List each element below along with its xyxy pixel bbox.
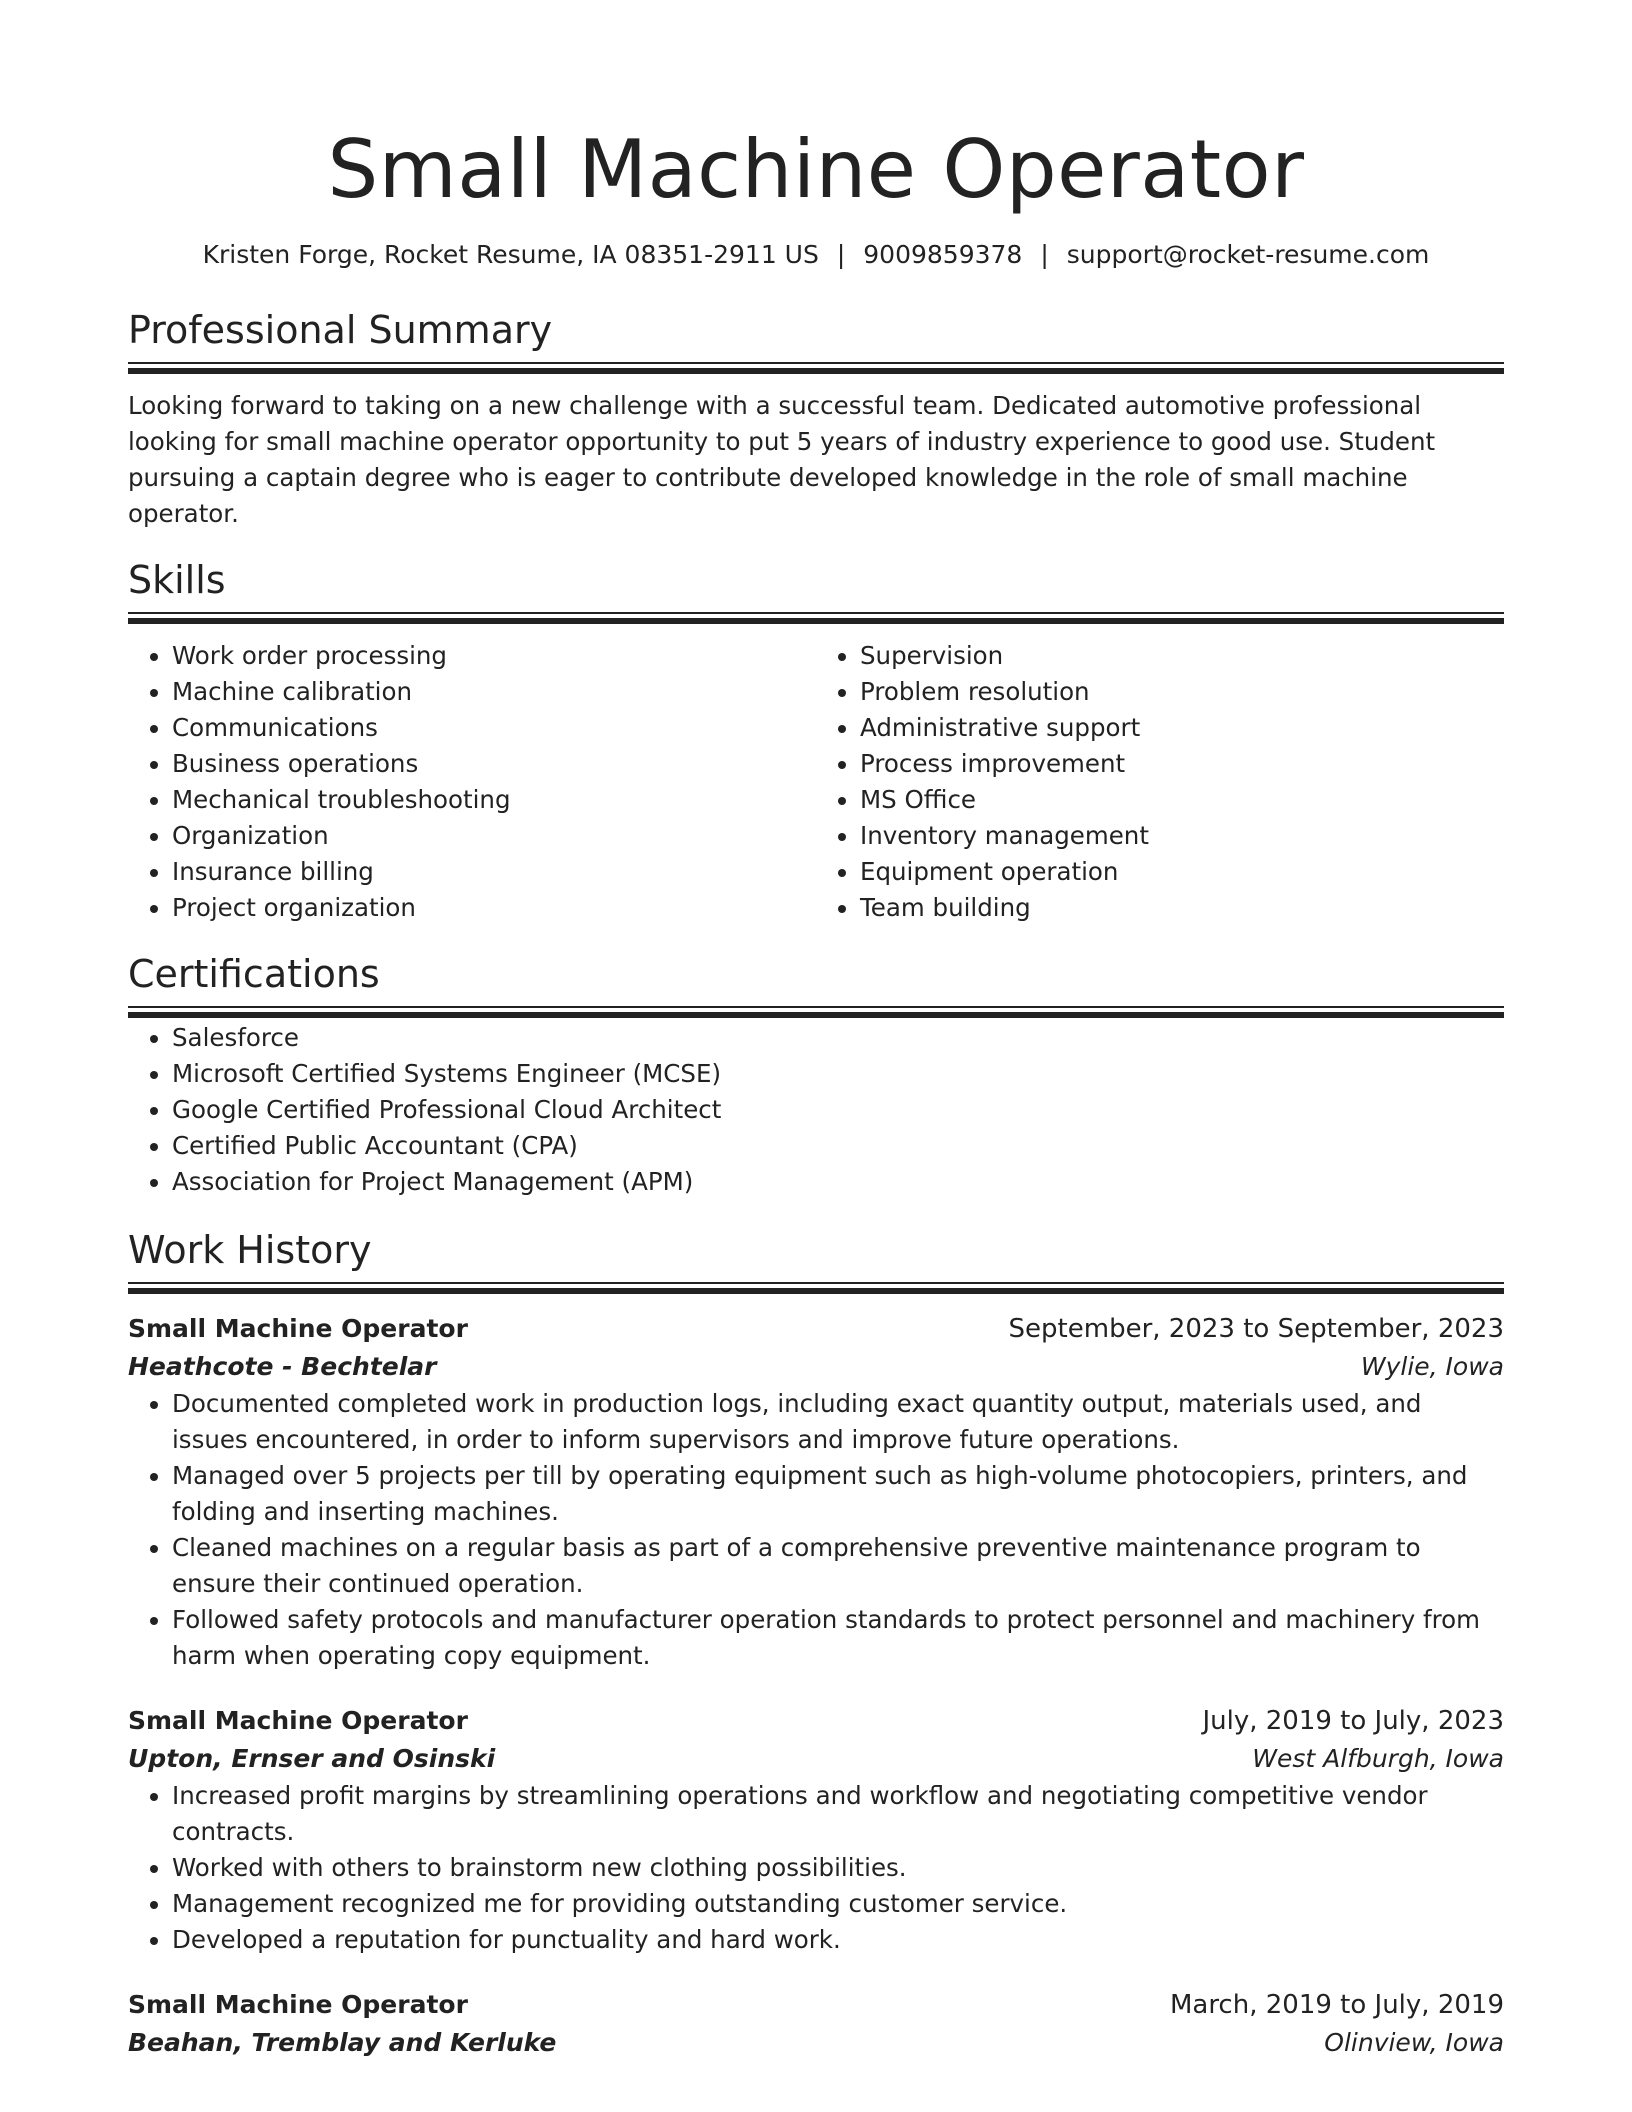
- job-company: Upton, Ernser and Osinski: [128, 1744, 496, 1773]
- job-title: Small Machine Operator: [128, 1314, 468, 1343]
- job-company: Beahan, Tremblay and Kerluke: [128, 2028, 557, 2057]
- summary-text: Looking forward to taking on a new challenge with a successful team. Dedicated automotive professional looking for small machine operator opportunity to put 5 years of industry experience to good use. Student pursuing a captain degree who is eager to contribute developed knowledge in the role of small machine operator.: [128, 391, 1436, 528]
- skill-item: • Communications: [172, 710, 816, 746]
- section-divider: [128, 1282, 1504, 1296]
- skill-item: • Organization: [172, 818, 816, 854]
- summary-section: [128, 306, 1504, 532]
- work-history-section: [128, 1226, 1504, 2062]
- skill-item: • Inventory management: [860, 818, 1504, 854]
- skill-item: • Insurance billing: [172, 854, 816, 890]
- skill-item: • Administrative support: [860, 710, 1504, 746]
- job-dates: March, 2019 to July, 2019: [1169, 1990, 1504, 2020]
- certifications-title: Certifications: [128, 952, 380, 996]
- certification-item: • Salesforce: [172, 1020, 1504, 1056]
- certifications-list: [128, 1020, 1504, 1200]
- job-header-row: [128, 1310, 1504, 1348]
- job-entry: [128, 1986, 1504, 2062]
- contact-separator: |: [836, 240, 846, 269]
- job-dates: September, 2023 to September, 2023: [1008, 1314, 1504, 1344]
- job-title: Small Machine Operator: [128, 1706, 468, 1735]
- section-divider: [128, 612, 1504, 626]
- job-bullet: • Developed a reputation for punctuality and hard work.: [172, 1922, 1504, 1958]
- skills-column-left: [128, 638, 816, 926]
- job-title: Small Machine Operator: [128, 1990, 468, 2019]
- skill-item: • Mechanical troubleshooting: [172, 782, 816, 818]
- resume-name-heading: Small Machine Operator: [327, 123, 1305, 216]
- skill-item: • Machine calibration: [172, 674, 816, 710]
- job-dates: July, 2019 to July, 2023: [1202, 1706, 1504, 1736]
- job-entry: [128, 1702, 1504, 1958]
- job-subheader-row: [128, 2024, 1504, 2062]
- skills-column-right: [816, 638, 1504, 926]
- job-location: West Alfburgh, Iowa: [1252, 1744, 1504, 1773]
- skill-item: • Process improvement: [860, 746, 1504, 782]
- job-subheader-row: [128, 1348, 1504, 1386]
- job-bullet: • Documented completed work in production logs, including exact quantity output, materials used, and issues encountered, in order to inform supervisors and improve future operations.: [172, 1386, 1504, 1458]
- job-bullet: • Followed safety protocols and manufacturer operation standards to protect personnel and machinery from harm when operating copy equipment.: [172, 1602, 1504, 1674]
- skill-item: • Equipment operation: [860, 854, 1504, 890]
- job-subheader-row: [128, 1740, 1504, 1778]
- job-bullet: • Increased profit margins by streamlining operations and workflow and negotiating competitive vendor contracts.: [172, 1778, 1504, 1850]
- skill-item: • Project organization: [172, 890, 816, 926]
- certification-item: • Certified Public Accountant (CPA): [172, 1128, 1504, 1164]
- skills-section: [128, 556, 1504, 926]
- skill-item: • Team building: [860, 890, 1504, 926]
- contact-address: Kristen Forge, Rocket Resume, IA 08351-2911 US: [202, 240, 819, 269]
- certifications-section: [128, 950, 1504, 1200]
- resume-page: [128, 120, 1504, 2062]
- job-bullet: • Managed over 5 projects per till by operating equipment such as high-volume photocopiers, printers, and folding and inserting machines.: [172, 1458, 1504, 1530]
- job-bullet: • Cleaned machines on a regular basis as part of a comprehensive preventive maintenance program to ensure their continued operation.: [172, 1530, 1504, 1602]
- section-divider: [128, 1006, 1504, 1020]
- work-history-title: Work History: [128, 1228, 372, 1272]
- contact-line: [128, 238, 1504, 272]
- section-divider: [128, 362, 1504, 376]
- skill-item: • Supervision: [860, 638, 1504, 674]
- skill-item: • Work order processing: [172, 638, 816, 674]
- skill-item: • MS Office: [860, 782, 1504, 818]
- job-bullets: [128, 1386, 1504, 1674]
- skill-item: • Business operations: [172, 746, 816, 782]
- contact-email: support@rocket-resume.com: [1066, 240, 1430, 269]
- job-company: Heathcote - Bechtelar: [128, 1352, 437, 1381]
- job-header-row: [128, 1986, 1504, 2024]
- skills-list-right: [816, 638, 1504, 926]
- contact-separator: |: [1040, 240, 1049, 269]
- contact-phone: 9009859378: [863, 240, 1023, 269]
- job-location: Olinview, Iowa: [1324, 2028, 1504, 2057]
- certification-item: • Google Certified Professional Cloud Architect: [172, 1092, 1504, 1128]
- job-header-row: [128, 1702, 1504, 1740]
- certification-item: • Microsoft Certified Systems Engineer (MCSE): [172, 1056, 1504, 1092]
- job-location: Wylie, Iowa: [1360, 1352, 1504, 1381]
- job-entry: [128, 1310, 1504, 1674]
- summary-title: Professional Summary: [128, 308, 553, 352]
- job-bullets: [128, 1778, 1504, 1958]
- skills-list-left: [128, 638, 816, 926]
- skill-item: • Problem resolution: [860, 674, 1504, 710]
- skills-grid: [128, 638, 1504, 926]
- job-bullet: • Worked with others to brainstorm new clothing possibilities.: [172, 1850, 1504, 1886]
- job-bullet: • Management recognized me for providing outstanding customer service.: [172, 1886, 1504, 1922]
- certification-item: • Association for Project Management (APM): [172, 1164, 1504, 1200]
- skills-title: Skills: [128, 558, 226, 602]
